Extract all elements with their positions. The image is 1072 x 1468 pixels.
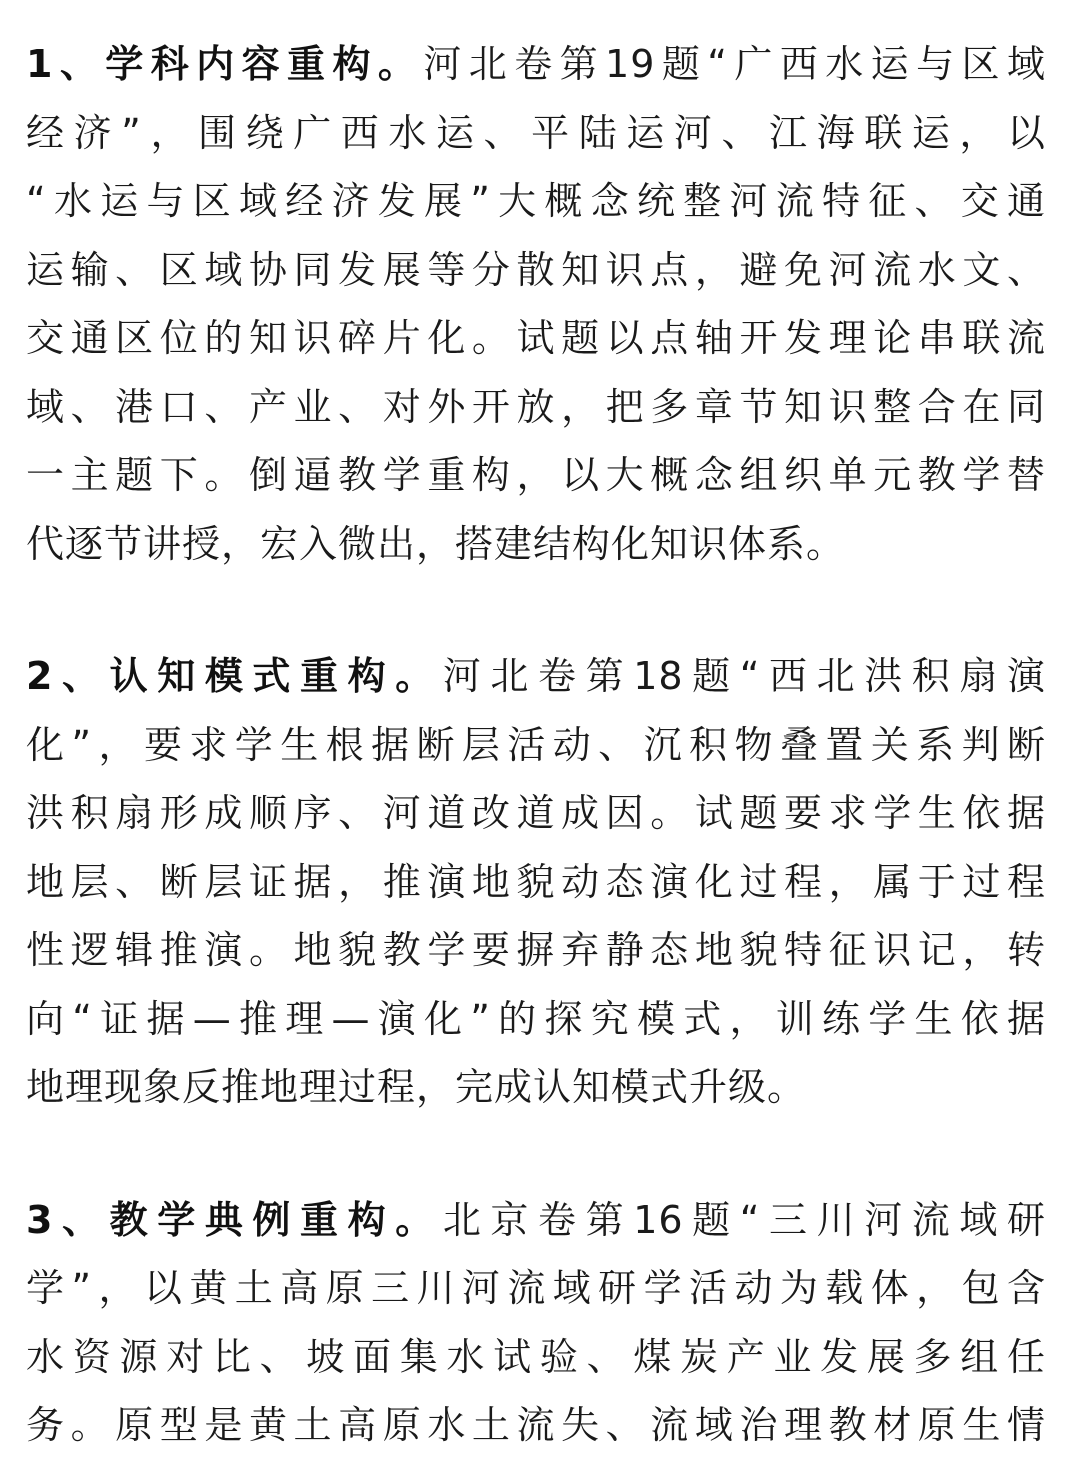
paragraph-line	[26, 30, 1046, 99]
paragraph-line: 经济”，围绕广西水运、平陆运河、江海联运，以	[26, 110, 1046, 155]
paragraph-text: 北京卷第16题“三川河流域研	[442, 1197, 1046, 1242]
paragraph-line	[26, 1186, 1046, 1255]
paragraph-line: 性逻辑推演。地貌教学要摒弃静态地貌特征识记，转	[26, 928, 1046, 972]
paragraph-line: 务。原型是黄土高原水土流失、流域治理教材原生情	[26, 1403, 1046, 1447]
paragraph-2	[26, 642, 1046, 1122]
paragraph-line: 水资源对比、坡面集水试验、煤炭产业发展多组任	[26, 1334, 1046, 1379]
paragraph-3	[26, 1186, 1046, 1460]
article-body	[26, 30, 1046, 1460]
paragraph-line: “水运与区域经济发展”大概念统整河流特征、交通	[26, 179, 1046, 223]
paragraph-text: 河北卷第19题“广西水运与区域	[423, 42, 1046, 86]
paragraph-line: 交通区位的知识碎片化。试题以点轴开发理论串联流	[26, 316, 1046, 360]
paragraph-line: 运输、区域协同发展等分散知识点，避免河流水文、	[26, 247, 1046, 292]
paragraph-line: 域、港口、产业、对外开放，把多章节知识整合在同	[26, 384, 1046, 429]
paragraph-line: 地理现象反推地理过程，完成认知模式升级。	[26, 1065, 807, 1109]
paragraph-line: 化”，要求学生根据断层活动、沉积物叠置关系判断	[26, 722, 1046, 767]
paragraph-line: 向“证据—推理—演化”的探究模式，训练学生依据	[26, 996, 1046, 1041]
paragraph-heading: 2、认知模式重构。	[26, 654, 443, 698]
paragraph-line: 洪积扇形成顺序、河道改道成因。试题要求学生依据	[26, 791, 1046, 835]
paragraph-heading: 1、学科内容重构。	[26, 42, 424, 86]
paragraph-text: 河北卷第18题“西北洪积扇演	[442, 654, 1046, 698]
paragraph-1	[26, 30, 1046, 578]
paragraph-line	[26, 642, 1046, 711]
paragraph-line: 学”，以黄土高原三川河流域研学活动为载体，包含	[26, 1266, 1046, 1310]
paragraph-line: 代逐节讲授，宏入微出，搭建结构化知识体系。	[26, 521, 846, 566]
paragraph-line: 一主题下。倒逼教学重构，以大概念组织单元教学替	[26, 453, 1046, 497]
paragraph-heading: 3、教学典例重构。	[26, 1197, 443, 1242]
paragraph-line: 地层、断层证据，推演地貌动态演化过程，属于过程	[26, 859, 1046, 904]
